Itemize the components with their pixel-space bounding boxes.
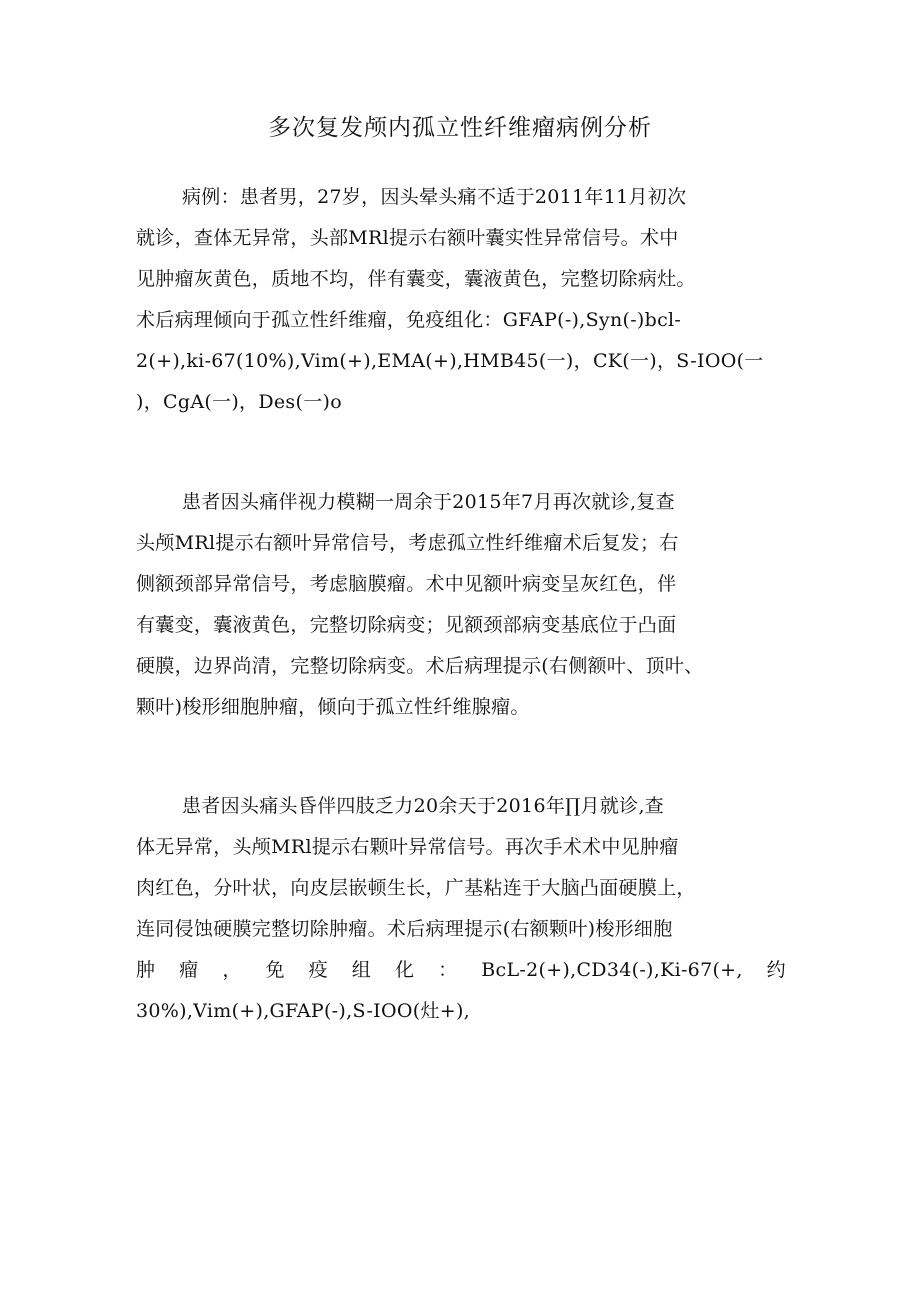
document-title: 多次复发颅内孤立性纤维瘤病例分析 [268,115,652,141]
text-token: ， [222,959,242,981]
text-line: 病例：患者男，27岁，因头晕头痛不适于2011年11月初次 [182,186,687,208]
text-token: 约 [766,959,786,981]
text-line: 硬膜，边界尚清，完整切除病变。术后病理提示(右侧额叶、顶叶、 [136,655,704,677]
text-token: 组 [351,959,372,981]
paragraph-third-visit [136,786,786,1032]
paragraph-case [136,177,786,423]
text-line: 颗叶)梭形细胞肿瘤，倾向于孤立性纤维腺瘤。 [136,696,530,718]
text-line: 患者因头痛头昏伴四肢乏力20余天于2016年∏月就诊,查 [182,795,665,817]
text-line: 肉红色，分叶状，向皮层嵌顿生长，广基粘连于大脑凸面硬膜上， [136,877,696,899]
text-token: 疫 [308,959,328,981]
text-token: ： [438,959,458,981]
text-line: 就诊，查体无异常，头部MRl提示右额叶囊实性异常信号。术中 [136,227,679,249]
text-token: 瘤 [179,959,199,981]
text-token: BcL-2(+),CD34(-),Ki-67(+, [481,959,743,981]
text-line: )，CgA(一)，Des(一)o [136,391,342,413]
text-line: 有囊变，囊液黄色，完整切除病变；见额颈部病变基底位于凸面 [136,614,677,636]
text-line: 连同侵蚀硬膜完整切除肿瘤。术后病理提示(右额颗叶)梭形细胞 [136,918,673,940]
text-token: 免 [265,959,285,981]
text-line: 体无异常，头颅MRl提示右颗叶异常信号。再次手术术中见肿瘤 [136,836,679,858]
text-line: 2(+),ki-67(10%),Vim(+),EMA(+),HMB45(一)，CK(一)，S-IOO(一 [136,350,764,372]
text-line: 头颅MRl提示右额叶异常信号，考虑孤立性纤维瘤术后复发；右 [136,532,679,554]
text-line: 30%),Vim(+),GFAP(-),S-IOO(灶+), [136,1000,471,1022]
text-line: 侧额颈部异常信号，考虑脑膜瘤。术中见额叶病变呈灰红色，伴 [136,573,677,595]
text-token: 肿 [136,959,156,981]
text-line: 见肿瘤灰黄色，质地不均，伴有囊变，囊液黄色，完整切除病灶。 [136,268,696,290]
text-token: 化 [394,959,415,981]
text-line: 患者因头痛伴视力模糊一周余于2015年7月再次就诊,复查 [182,491,675,513]
paragraph-second-visit [136,482,786,728]
justified-text-line [136,950,786,991]
text-line: 术后病理倾向于孤立性纤维瘤，免疫组化：GFAP(-),Syn(-)bcl- [136,309,682,331]
